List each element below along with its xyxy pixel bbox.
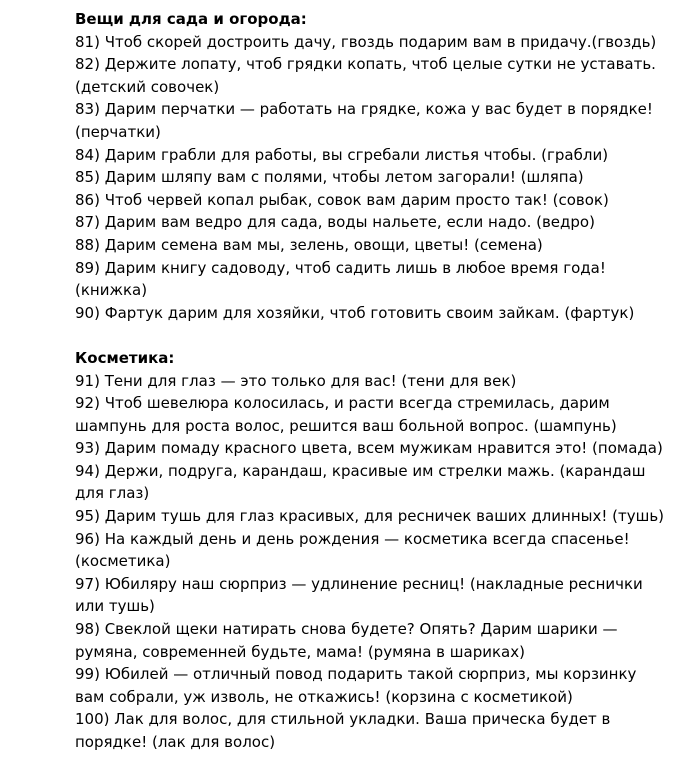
list-item: 94) Держи, подруга, карандаш, красивые им стрелки мажь. (карандаш для глаз) <box>75 461 646 503</box>
list-item: 90) Фартук дарим для хозяйки, чтоб готовить своим зайкам. (фартук) <box>75 303 635 322</box>
list-item: 89) Дарим книгу садоводу, чтоб садить лишь в любое время года! (книжка) <box>75 258 606 300</box>
list-item: 84) Дарим грабли для работы, вы сгребали листья чтобы. (грабли) <box>75 145 609 164</box>
list-item: 81) Чтоб скорей достроить дачу, гвоздь подарим вам в придачу.(гвоздь) <box>75 32 657 51</box>
list-item: 93) Дарим помаду красного цвета, всем мужикам нравится это! (помада) <box>75 439 663 458</box>
list-item: 99) Юбилей — отличный повод подарить такой сюрприз, мы корзинку вам собрали, уж изволь, не откажись! (корзина с косметикой) <box>75 665 637 706</box>
list-item: 96) На каждый день и день рождения — косметика всегда спасенье! (косметика) <box>75 529 630 571</box>
list-item: 97) Юбиляру наш сюрприз — удлинение ресниц! (накладные реснички или тушь) <box>75 574 643 616</box>
list-item: 82) Держите лопату, чтоб грядки копать, чтоб целые сутки не уставать. (детский совочек) <box>75 55 656 96</box>
section-title: Косметика: <box>75 348 175 367</box>
list-item: 98) Свеклой щеки натирать снова будете? Опять? Дарим шарики — румяна, современней будьте, мама! (румяна в шариках) <box>75 620 618 661</box>
list-item: 87) Дарим вам ведро для сада, воды нальете, если надо. (ведро) <box>75 213 595 232</box>
list-item: 86) Чтоб червей копал рыбак, совок вам дарим просто так! (совок) <box>75 190 609 209</box>
section-garden-items <box>75 8 668 324</box>
section-title: Вещи для сада и огорода: <box>75 10 307 28</box>
section-cosmetics <box>75 347 668 754</box>
list-item: 100) Лак для волос, для стильной укладки. Ваша прическа будет в порядке! (лак для волос) <box>75 710 611 751</box>
list-item: 92) Чтоб шевелюра колосилась, и расти всегда стремилась, дарим шампунь для роста волос, решится ваш больной вопрос. (шампунь) <box>75 394 617 435</box>
list-item: 91) Тени для глаз — это только для вас! (тени для век) <box>75 371 517 390</box>
list-item: 95) Дарим тушь для глаз красивых, для ресничек ваших длинных! (тушь) <box>75 507 665 526</box>
list-item: 85) Дарим шляпу вам с полями, чтобы летом загорали! (шляпа) <box>75 168 584 187</box>
list-item: 88) Дарим семена вам мы, зелень, овощи, цветы! (семена) <box>75 235 543 254</box>
list-item: 83) Дарим перчатки — работать на грядке, кожа у вас будет в порядке! (перчатки) <box>75 100 653 141</box>
